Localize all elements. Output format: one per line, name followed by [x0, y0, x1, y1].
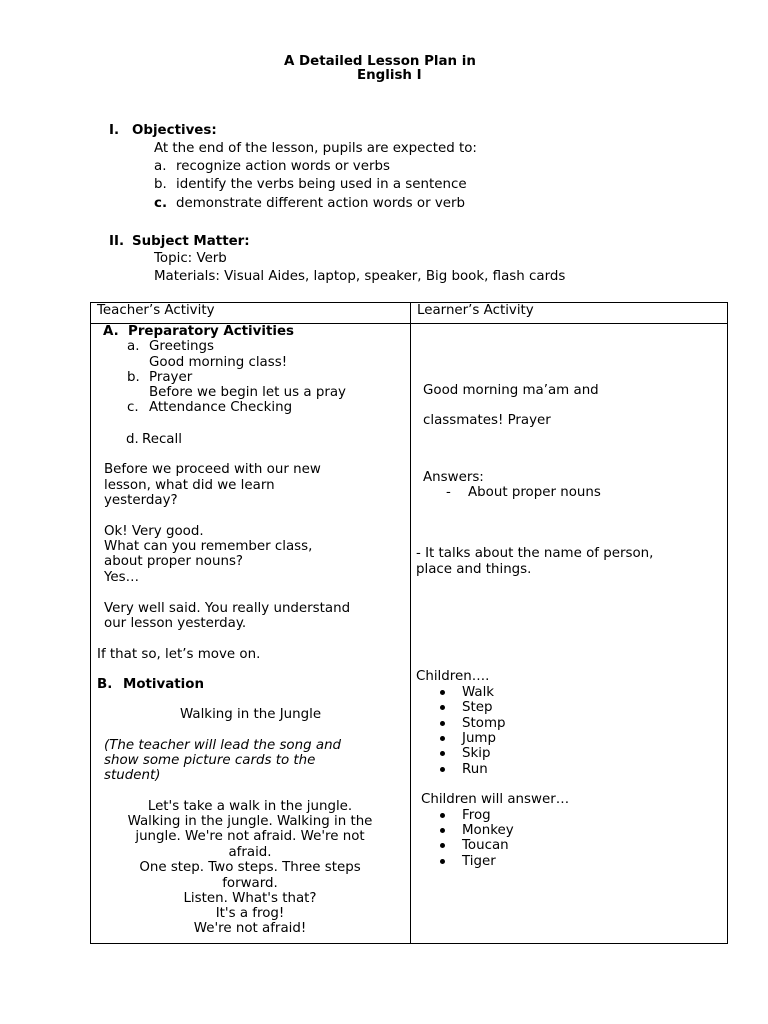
bullet-icon — [440, 690, 445, 695]
item-a-letter: a. — [127, 339, 140, 354]
song-lyric-line: jungle. We're not afraid. We're not — [135, 829, 365, 844]
section-a-letter: A. — [103, 324, 119, 339]
objective-text-a: recognize action words or verbs — [176, 159, 390, 174]
subject-matter-numeral: II. — [109, 234, 125, 249]
learner-classmates-prayer: classmates! Prayer — [423, 413, 551, 428]
item-a-label: Greetings — [149, 339, 214, 354]
song-lyric-line: forward. — [222, 876, 278, 891]
teacher-note-line-2: show some picture cards to the — [104, 753, 316, 768]
bullet-icon — [440, 751, 445, 756]
item-d-label: Recall — [142, 432, 182, 447]
bullet-icon — [440, 843, 445, 848]
action-word-item: Jump — [462, 731, 496, 746]
item-d-letter: d. — [126, 432, 139, 447]
action-word-item: Walk — [462, 685, 495, 700]
answers-dash: - — [446, 485, 451, 500]
bullet-icon — [440, 736, 445, 741]
song-lyric-line: Listen. What's that? — [183, 891, 317, 906]
animal-item: Monkey — [462, 823, 514, 838]
objective-letter-c: c. — [154, 196, 168, 211]
objectives-numeral: I. — [109, 123, 120, 138]
topic-line: Topic: Verb — [154, 251, 227, 266]
item-b-letter: b. — [127, 370, 140, 385]
teacher-activity-header: Teacher’s Activity — [97, 303, 215, 318]
item-c-label: Attendance Checking — [149, 400, 293, 415]
objective-letter-b: b. — [154, 177, 167, 192]
praise-line-1: Very well said. You really understand — [104, 601, 351, 616]
followup-line-4: Yes… — [104, 570, 140, 585]
song-lyric-line: We're not afraid! — [193, 921, 307, 936]
action-word-item: Step — [462, 700, 493, 715]
recall-question-line-2: lesson, what did we learn — [104, 478, 275, 493]
section-a-title: Preparatory Activities — [128, 324, 295, 339]
objective-letter-a: a. — [154, 159, 167, 174]
title-line-2: English I — [357, 68, 422, 83]
song-title: Walking in the Jungle — [180, 707, 322, 722]
bullet-icon — [440, 813, 445, 818]
children-answer-label: Children will answer… — [421, 792, 570, 807]
animal-item: Frog — [462, 808, 491, 823]
learner-greeting: Good morning ma’am and — [423, 383, 599, 398]
song-lyric-line: afraid. — [228, 845, 272, 860]
move-on-line: If that so, let’s move on. — [97, 647, 261, 662]
teacher-note-line-3: student) — [104, 768, 161, 783]
animal-item: Toucan — [462, 838, 509, 853]
title-line-1: A Detailed Lesson Plan in — [284, 54, 476, 69]
followup-line-3: about proper nouns? — [104, 554, 244, 569]
animal-item: Tiger — [462, 854, 496, 869]
table-column-divider — [410, 302, 411, 944]
section-b-letter: B. — [97, 677, 113, 692]
bullet-icon — [440, 859, 445, 864]
item-b-label: Prayer — [149, 370, 193, 385]
section-b-title: Motivation — [123, 677, 205, 692]
item-b-text: Before we begin let us a pray — [149, 385, 346, 400]
followup-line-1: Ok! Very good. — [104, 524, 204, 539]
talks-about-line-2: place and things. — [416, 562, 532, 577]
action-word-item: Run — [462, 762, 488, 777]
answers-label: Answers: — [423, 470, 484, 485]
learner-activity-header: Learner’s Activity — [417, 303, 534, 318]
song-lyric-line: Walking in the jungle. Walking in the — [127, 814, 373, 829]
objectives-heading: Objectives: — [132, 123, 217, 138]
objective-text-c: demonstrate different action words or verb — [176, 196, 466, 211]
bullet-icon — [440, 828, 445, 833]
objective-text-b: identify the verbs being used in a sentence — [176, 177, 467, 192]
song-lyric-line: It's a frog! — [215, 906, 285, 921]
teacher-note-line-1: (The teacher will lead the song and — [104, 738, 342, 753]
bullet-icon — [440, 721, 445, 726]
action-word-item: Skip — [462, 746, 491, 761]
subject-matter-heading: Subject Matter: — [132, 234, 250, 249]
item-c-letter: c. — [127, 400, 139, 415]
bullet-icon — [440, 767, 445, 772]
action-word-item: Stomp — [462, 716, 506, 731]
item-a-text: Good morning class! — [149, 355, 288, 370]
praise-line-2: our lesson yesterday. — [104, 616, 247, 631]
recall-question-line-3: yesterday? — [104, 493, 178, 508]
talks-about-line-1: - It talks about the name of person, — [416, 546, 654, 561]
song-lyric-line: Let's take a walk in the jungle. — [147, 799, 353, 814]
song-lyric-line: One step. Two steps. Three steps — [139, 860, 361, 875]
children-label: Children…. — [416, 669, 490, 684]
answers-item: About proper nouns — [468, 485, 601, 500]
materials-line: Materials: Visual Aides, laptop, speaker, Big book, flash cards — [154, 269, 566, 284]
objectives-intro: At the end of the lesson, pupils are expected to: — [154, 141, 477, 156]
recall-question-line-1: Before we proceed with our new — [104, 462, 321, 477]
bullet-icon — [440, 705, 445, 710]
followup-line-2: What can you remember class, — [104, 539, 313, 554]
